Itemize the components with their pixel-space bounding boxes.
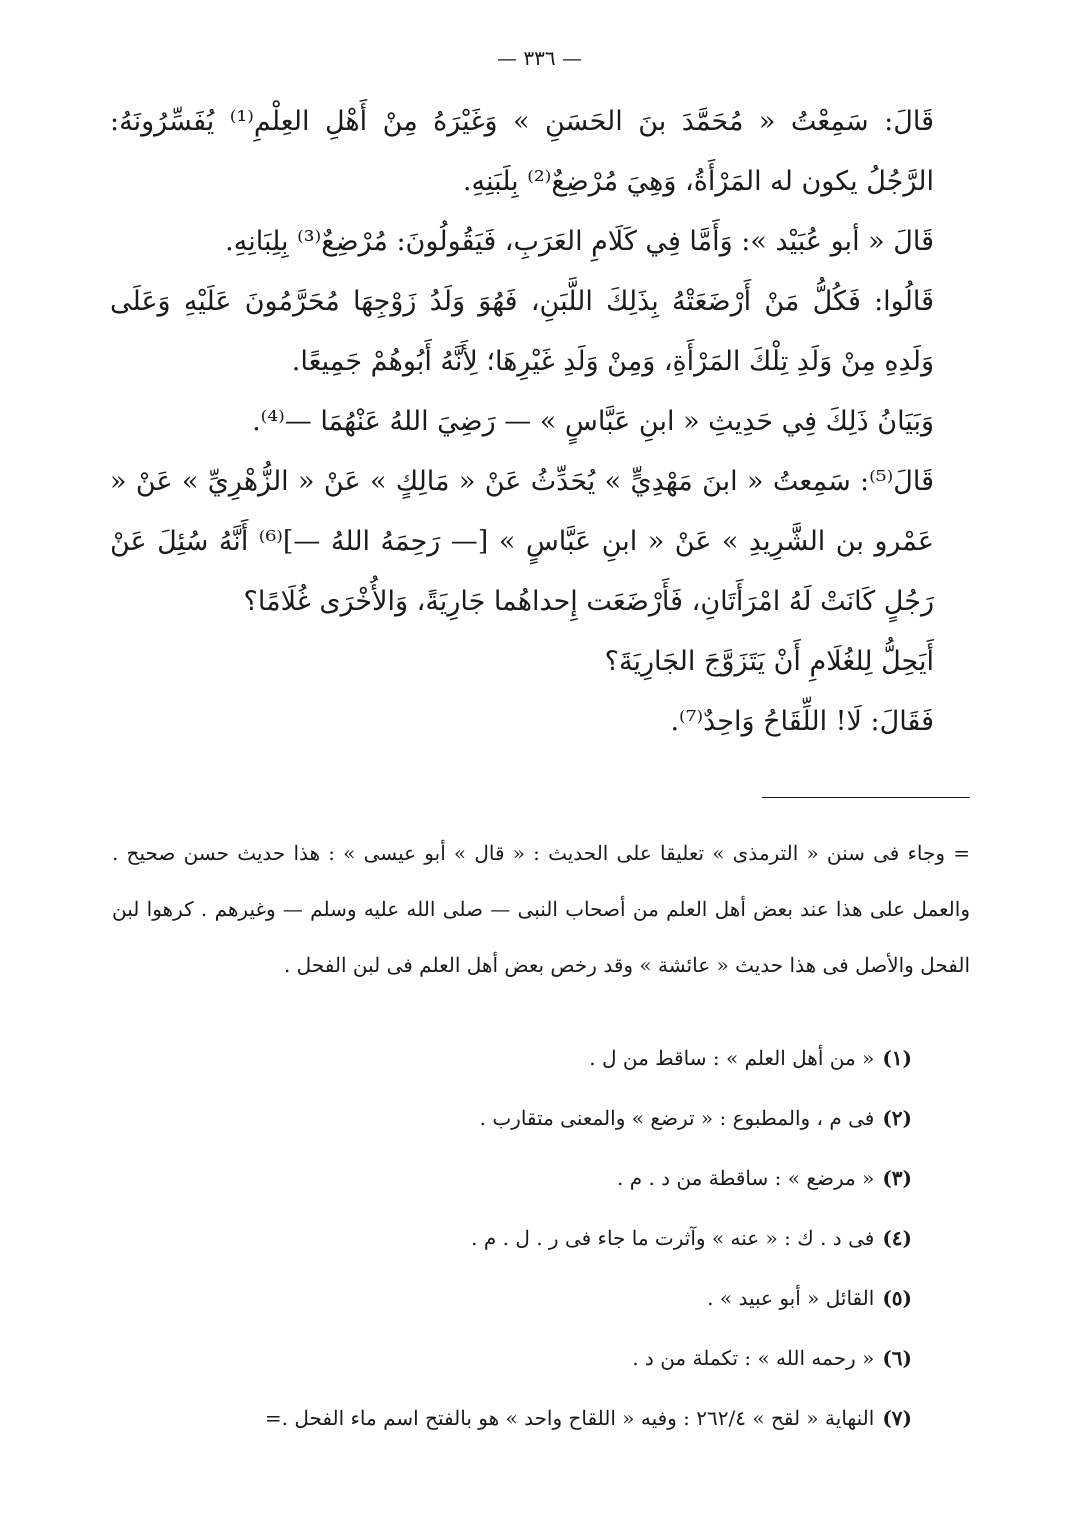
footnote-number: (٧): [882, 1406, 912, 1430]
footnote-number: (٣): [882, 1166, 912, 1190]
footnote-item: [112, 1148, 912, 1208]
footnote-text: « مرضع » : ساقطة من د . م .: [617, 1166, 875, 1190]
footnote-item: [112, 1208, 912, 1268]
footnote-item: [112, 1268, 912, 1328]
main-text: [110, 92, 970, 752]
page-number: — ٣٣٦ —: [497, 46, 582, 70]
footnote-number: (١): [882, 1046, 912, 1070]
footnote-number: (٤): [882, 1226, 912, 1250]
paragraph-3: قَالُوا: فَكُلُّ مَنْ أَرْضَعَتْهُ بِذَلِكَ اللَّبَنِ، فَهُوَ وَلَدُ زَوْجِهَا مُحَرَّمُونَ عَلَيْهِ وَعَلَى وَلَدِهِ مِنْ وَلَدِ تِلْكَ المَرْأَةِ، وَمِنْ وَلَدِ غَيْرِهَا؛ لِأَنَّهُ أَبُوهُمْ جَمِيعًا.: [110, 286, 934, 377]
paragraph-2: قَالَ « أبو عُبَيْد »: وَأَمَّا فِي كَلَامِ العَرَبِ، فَيَقُولُونَ: مُرْضِعٌ⁽³⁾ بِلِبَانِهِ.: [225, 226, 934, 257]
footnote-text: القائل « أبو عبيد » .: [707, 1286, 875, 1310]
footnote-number: (٢): [882, 1106, 912, 1130]
footnote-item: [112, 1028, 912, 1088]
paragraph-4: وَبَيَانُ ذَلِكَ فِي حَدِيثِ « ابنِ عَبَّاسٍ » — رَضِيَ اللهُ عَنْهُمَا —⁽⁴⁾.: [252, 406, 934, 437]
footnote-list: [112, 1028, 912, 1448]
footnote-text: النهاية « لقح » ٢٦٢/٤ : وفيه « اللقاح واحد » هو بالفتح اسم ماء الفحل .=: [264, 1406, 875, 1430]
footnote-continuation-text: = وجاء فى سنن « الترمذى » تعليقا على الحديث : « قال » أبو عيسى » : هذا حديث حسن صحيح . والعمل على هذا عند بعض أهل العلم من أصحاب النبى — صلى الله عليه وسلم — وغيرهم . كرهوا لبن الفحل والأصل فى هذا حديث « عائشة » وقد رخص بعض أهل العلم فى لبن الفحل .: [112, 841, 970, 977]
footnote-item: [112, 1088, 912, 1148]
footnote-text: فى م ، والمطبوع : « ترضع » والمعنى متقارب .: [479, 1106, 875, 1130]
paragraph-1: قَالَ: سَمِعْتُ « مُحَمَّدَ بنَ الحَسَنِ » وَغَيْرَهُ مِنْ أَهْلِ العِلْمِ⁽¹⁾ يُفَسِّرُونَهُ: الرَّجُلُ يكون له المَرْأَةُ، وَهِيَ مُرْضِعٌ⁽²⁾ بِلَبَنِهِ.: [110, 106, 934, 197]
footnote-text: فى د . ك : « عنه » وآثرت ما جاء فى ر . ل . م .: [471, 1226, 875, 1250]
footnote-continuation: [112, 825, 970, 993]
footnote-divider: [762, 797, 970, 798]
footnote-item: [112, 1388, 912, 1448]
footnote-text: « رحمه الله » : تكملة من د .: [632, 1346, 875, 1370]
paragraph-5: قَالَ⁽⁵⁾: سَمِعتُ « ابنَ مَهْدِيٍّ » يُحَدِّثُ عَنْ « مَالِكٍ » عَنْ « الزُّهْرِيِّ » عَنْ « عَمْرو بن الشَّرِيدِ » عَنْ « ابنِ عَبَّاسٍ » [— رَحِمَهُ اللهُ —]⁽⁶⁾ أَنَّهُ سُئِلَ عَنْ رَجُلٍ كَانَتْ لَهُ امْرَأَتَانِ، فَأَرْضَعَت إِحداهُما جَارِيَةً، وَالأُخْرَى غُلَامًا؟: [110, 466, 934, 617]
footnote-number: (٥): [882, 1286, 912, 1310]
footnote-number: (٦): [882, 1346, 912, 1370]
paragraph-6: أَيَحِلُّ لِلغُلَامِ أَنْ يَتَزَوَّجَ الجَارِيَةَ؟: [604, 646, 934, 677]
footnote-item: [112, 1328, 912, 1388]
footnote-text: « من أهل العلم » : ساقط من ل .: [589, 1046, 875, 1070]
paragraph-7: فَقَالَ: لَا! اللِّقَاحُ وَاحِدٌ⁽⁷⁾.: [670, 706, 934, 737]
